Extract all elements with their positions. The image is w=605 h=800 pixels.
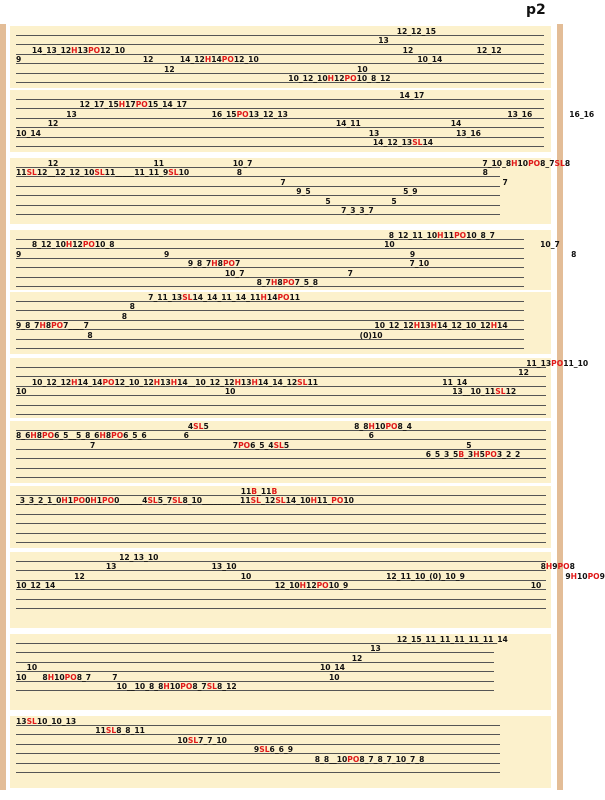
tab-row (16, 206, 374, 215)
string-line (16, 514, 546, 515)
fret-text: 8_8__10 (16, 754, 348, 764)
string-line (16, 523, 546, 524)
fret-text: 8_7 (540, 159, 555, 168)
technique-mark: PO (222, 259, 235, 269)
technique-mark: SL (168, 168, 179, 178)
fret-text: 12 (306, 581, 317, 591)
fret-text: 10_12_12 (16, 377, 72, 387)
tab-row (16, 368, 529, 377)
fret-text: 12_13_10 (16, 553, 159, 562)
technique-mark: SL (412, 138, 423, 147)
fret-text: 10 (169, 682, 181, 691)
fret-text: 10_8 10 10_7 (94, 240, 560, 250)
tab-row (16, 197, 397, 206)
fret-text: 10_12_10 (16, 74, 328, 83)
tab-row (16, 422, 412, 431)
technique-mark: H (65, 240, 73, 250)
technique-mark: H (30, 431, 37, 441)
technique-mark: PO (347, 754, 360, 764)
technique-mark: PO (277, 293, 290, 302)
fret-text: 9_8_7 (16, 321, 40, 331)
technique-mark: H (437, 231, 444, 240)
technique-mark: H (71, 45, 78, 55)
technique-mark: SL (275, 496, 286, 506)
tab-row (16, 496, 354, 505)
technique-mark: SL (495, 387, 506, 397)
fret-text: 15_14_17 (147, 100, 188, 110)
technique-mark: PO (528, 159, 541, 168)
fret-text: 12 (333, 74, 345, 83)
technique-mark: SL (206, 682, 218, 691)
technique-mark: H (430, 321, 438, 331)
fret-text: 8 (217, 259, 223, 269)
fret-text: 9_8_7 (16, 259, 212, 269)
tab-row (16, 682, 237, 691)
fret-text: 12 (16, 368, 529, 378)
fret-text: 9 12 14_12 (16, 55, 205, 65)
tab-row (16, 359, 588, 368)
fret-text: _11 (257, 487, 272, 496)
fret-text: 13 (240, 377, 252, 387)
fret-text: 10 (54, 672, 65, 682)
tab-row (16, 755, 424, 764)
fret-text: 1 (67, 496, 74, 506)
tab-row (16, 138, 433, 147)
fret-text: 8_6 (16, 431, 31, 441)
fret-text: 9 (552, 562, 558, 572)
tab-row (16, 581, 541, 590)
technique-mark: H (118, 100, 126, 110)
technique-mark: SL (26, 168, 37, 178)
fret-text: 10_10_13 (36, 717, 77, 726)
tab-row (16, 745, 293, 754)
fret-text: 10 (374, 422, 386, 431)
tab-row (16, 36, 389, 45)
tab-system (10, 421, 551, 483)
string-line (16, 348, 524, 349)
tab-row (16, 278, 318, 287)
technique-mark: B (458, 450, 465, 460)
technique-mark: H (545, 562, 553, 572)
tab-row (16, 673, 340, 682)
tab-row (16, 572, 605, 581)
technique-mark: H (511, 159, 518, 168)
fret-text: 8 (277, 278, 283, 287)
fret-text: 8_7_8_7_10_7_8 (359, 754, 425, 764)
fret-text: 13 (16, 36, 389, 46)
fret-text: 12_10 10_14 (233, 55, 443, 65)
left-margin-bar (0, 24, 6, 790)
technique-mark: PO (484, 450, 497, 460)
fret-text: 11 (289, 293, 301, 302)
fret-text: 8 (105, 431, 112, 441)
tab-row (16, 65, 368, 74)
fret-text: 10 (576, 571, 588, 581)
technique-mark: PO (102, 496, 115, 506)
tab-row (16, 302, 135, 311)
technique-mark: PO (64, 672, 77, 682)
tab-row (16, 293, 300, 302)
fret-text: 13 (16, 644, 381, 654)
fret-text: 5 8_8 (203, 422, 369, 431)
tab-row (16, 46, 502, 55)
tab-row (16, 100, 187, 109)
fret-text: _3 (464, 450, 474, 460)
fret-text: 7____7 10_12_12 (63, 321, 414, 331)
tab-row (16, 178, 508, 187)
tab-row (16, 387, 516, 396)
technique-mark: H (47, 672, 55, 682)
tab-row (16, 91, 424, 100)
fret-text: 11 (16, 487, 252, 496)
fret-text: 14_14 (77, 377, 103, 387)
tab-row (16, 27, 436, 36)
fret-text: 12 11 10_7 7_10_8 (16, 159, 512, 168)
technique-mark: B (271, 487, 278, 496)
string-line (16, 414, 546, 415)
tab-row (16, 331, 382, 340)
fret-text: 7_5_8 (294, 278, 319, 287)
fret-text: 17 (125, 100, 136, 110)
fret-text: 7 7 (16, 440, 239, 450)
fret-text: 8_12_11_10 (16, 231, 438, 240)
fret-text: 14_14_11_14_11 (192, 293, 261, 302)
tab-row (16, 159, 570, 168)
technique-mark: PO (73, 496, 86, 506)
fret-text: 14 (497, 321, 508, 331)
page-number: p2 (526, 2, 546, 18)
technique-mark: H (299, 581, 307, 591)
tab-row (16, 654, 362, 663)
fret-text: 14_17 (16, 91, 425, 100)
fret-text: 10 10 13__10_11 (16, 387, 496, 397)
technique-mark: H (270, 278, 278, 287)
fret-text: 12_17_15 (16, 100, 119, 110)
fret-text: 10_7 7 (16, 268, 353, 278)
fret-text: 13 (16, 717, 27, 726)
string-line (16, 772, 500, 773)
technique-mark: PO (557, 562, 570, 572)
tab-row (16, 553, 158, 562)
tab-row (16, 312, 127, 321)
tab-system (10, 158, 571, 224)
fret-text: 8_7 (192, 682, 207, 691)
fret-text: 6_5_3_5 (16, 450, 459, 460)
technique-mark: H (211, 259, 218, 269)
fret-text: 0 (85, 496, 91, 506)
fret-text: 13 13_10 8 (16, 562, 546, 572)
technique-mark: PO (102, 377, 115, 387)
technique-mark: H (163, 682, 170, 691)
fret-text: _12 (260, 496, 276, 506)
technique-mark: SL (94, 168, 105, 178)
fret-text: 8 (36, 431, 43, 441)
technique-mark: PO (82, 240, 95, 250)
tab-system (10, 358, 589, 418)
technique-mark: SL (297, 377, 308, 387)
tab-row (16, 55, 442, 64)
fret-text: 10 10_14 (16, 663, 345, 673)
fret-text: 8_12_10 (16, 240, 66, 250)
tab-row (16, 321, 508, 330)
fret-text: 14 (266, 293, 278, 302)
technique-mark: H (251, 377, 258, 387)
tab-row (16, 378, 467, 387)
fret-text: 13 (420, 321, 431, 331)
fret-text: 9 9 9 8 (16, 249, 577, 259)
fret-text: 8_10__________11 (182, 496, 251, 506)
technique-mark: PO (238, 440, 251, 450)
fret-text: 10 (16, 735, 188, 745)
fret-text: 8_12 (217, 682, 237, 691)
fret-text: 8 (0)10 (16, 330, 383, 340)
fret-text: 8_7 (16, 278, 271, 287)
fret-text: 14_12_10_12 (437, 321, 491, 331)
fret-text: 11_ (316, 496, 332, 506)
string-line (16, 468, 546, 469)
fret-text: 5_7 (157, 496, 173, 506)
string-line (16, 599, 546, 600)
technique-mark: SL (554, 159, 565, 168)
technique-mark: PO (454, 231, 467, 240)
fret-text: 11 (443, 231, 455, 240)
fret-text: 7 7 (16, 177, 508, 187)
fret-text: 7_3_3_7 (16, 206, 374, 215)
fret-text: 8 (16, 311, 128, 321)
fret-text: 6_5_4 (250, 440, 274, 450)
fret-text: 12_10 12 12_12 (100, 45, 502, 55)
fret-text: 10_8_7 (466, 231, 495, 240)
string-line (16, 477, 546, 478)
fret-text: 9 (16, 745, 260, 755)
fret-text: 5 5 (16, 196, 397, 206)
technique-mark: PO (51, 321, 64, 331)
technique-mark: PO (111, 431, 124, 441)
fret-text: 8 (569, 562, 575, 572)
technique-mark: H (368, 422, 375, 431)
technique-mark: SL (250, 496, 261, 506)
technique-mark: H (204, 55, 212, 65)
fret-text: 12 10 (16, 64, 368, 74)
fret-text: 8 (45, 321, 52, 331)
fret-text: 11 (16, 726, 106, 736)
technique-mark: H (327, 74, 334, 83)
technique-mark: H (71, 377, 78, 387)
technique-mark: PO (551, 359, 564, 368)
technique-mark: H (153, 377, 161, 387)
fret-text: 0______4 (114, 496, 148, 506)
string-line (16, 405, 546, 406)
fret-text: 14_14_12 (257, 377, 298, 387)
tab-row (16, 431, 374, 440)
technique-mark: PO (344, 74, 357, 83)
fret-text: 11_____11_11_9 (104, 168, 169, 178)
fret-text: 12__12_12_10 (36, 168, 95, 178)
fret-text: 7_11_13 (16, 293, 183, 302)
fret-text: 3_2_2 (496, 450, 521, 460)
tab-system (10, 716, 551, 788)
technique-mark: H (39, 321, 46, 331)
string-line (16, 542, 546, 543)
tab-system (10, 552, 605, 628)
fret-text: 12 10 12_11_10_(0)_10_9 9 (16, 571, 571, 581)
fret-text: 6_5_6 6 6 (123, 431, 374, 441)
tab-row (16, 635, 508, 644)
technique-mark: SL (273, 440, 284, 450)
tab-row (16, 129, 481, 138)
fret-text: 12 14_11 14 (16, 119, 462, 129)
fret-text: 5 5 (283, 440, 472, 450)
technique-mark: PO (180, 682, 193, 691)
fret-text: 10_14 13 13_16 (16, 128, 481, 138)
tab-row (16, 119, 461, 128)
fret-text: 6_6_9 (269, 745, 293, 755)
fret-text: 11 (16, 168, 27, 178)
fret-text: 11 11_14 (307, 377, 468, 387)
technique-mark: H (473, 450, 480, 460)
technique-mark: H (310, 496, 317, 506)
fret-text: 11_10 (563, 359, 589, 368)
technique-mark: SL (193, 422, 204, 431)
fret-text: _3_3_2_1_0 (16, 496, 62, 506)
fret-text: 12 (16, 653, 363, 663)
tab-row (16, 110, 594, 119)
tab-system (10, 292, 551, 354)
technique-mark: H (170, 377, 178, 387)
fret-text: 12_10_12 (114, 377, 154, 387)
tab-row (16, 663, 345, 672)
technique-mark: PO (135, 100, 148, 110)
fret-text: 8_4 (397, 422, 412, 431)
tab-system (10, 486, 551, 548)
fret-text: 9 (599, 571, 605, 581)
tab-row (16, 487, 277, 496)
fret-text: 13 16_15 (16, 109, 237, 119)
tab-row (16, 187, 418, 196)
fret-text: 10_9 10 (328, 581, 542, 591)
technique-mark: PO (236, 109, 249, 119)
fret-text: 13 (77, 45, 89, 55)
fret-text: 7_7_10 (198, 735, 227, 745)
tab-row (16, 562, 575, 571)
fret-text: 5 (479, 450, 485, 460)
fret-text: 13_12_13 13_16 16_16 (248, 109, 595, 119)
technique-mark: PO (587, 571, 600, 581)
tab-row (16, 441, 472, 450)
tab-row (16, 250, 576, 259)
fret-text: 11_13 (16, 359, 552, 368)
string-line (16, 608, 546, 609)
technique-mark: PO (331, 496, 344, 506)
fret-text: 8 (16, 302, 135, 312)
fret-text: 8_8_11 (116, 726, 145, 736)
technique-mark: SL (259, 745, 270, 755)
tab-row (16, 168, 488, 177)
fret-text: 4 (16, 422, 194, 431)
tab-row (16, 450, 520, 459)
fret-text: 10_12_14 12_10 (16, 581, 300, 591)
technique-mark: SL (105, 726, 117, 736)
fret-text: 12 (505, 387, 517, 397)
fret-text: 12 (72, 240, 83, 250)
fret-text: 12_15_11_11_11_11_11_14 (16, 635, 508, 644)
fret-text: 14_10 (285, 496, 311, 506)
fret-text: 10__10_8_8 (16, 682, 164, 691)
tab-row (16, 269, 353, 278)
tab-row (16, 240, 560, 249)
fret-text: 14_13_12 (16, 45, 72, 55)
technique-mark: H (490, 321, 498, 331)
tab-system (10, 26, 551, 88)
technique-mark: H (234, 377, 241, 387)
technique-mark: H (570, 571, 577, 581)
fret-text: 10 (517, 159, 529, 168)
technique-mark: PO (221, 55, 234, 65)
fret-text: 10 8 8 (178, 168, 488, 178)
fret-text: 10_8_12 (356, 74, 391, 83)
tab-system (10, 230, 577, 290)
tab-row (16, 644, 381, 653)
fret-text: 10 (343, 496, 354, 506)
technique-mark: SL (172, 496, 183, 506)
technique-mark: PO (282, 278, 295, 287)
technique-mark: H (413, 321, 421, 331)
fret-text: 12_12_15 (16, 27, 436, 36)
tab-row (16, 717, 76, 726)
technique-mark: H (61, 496, 68, 506)
technique-mark: SL (182, 293, 193, 302)
technique-mark: H (260, 293, 267, 302)
technique-mark: PO (316, 581, 329, 591)
tab-row (16, 259, 429, 268)
fret-text: 13 (160, 377, 171, 387)
tab-system (10, 90, 595, 152)
fret-text: 14__10_12_12 (177, 377, 235, 387)
technique-mark: PO (88, 45, 101, 55)
fret-text: 9_5 5_9 (16, 187, 418, 197)
technique-mark: SL (26, 717, 37, 726)
fret-text: 14 (422, 138, 434, 147)
fret-text: 1 (96, 496, 103, 506)
fret-text: 14 (211, 55, 222, 65)
tab-row (16, 231, 495, 240)
tab-row (16, 74, 391, 83)
technique-mark: PO (42, 431, 55, 441)
technique-mark: H (99, 431, 106, 441)
technique-mark: SL (187, 735, 199, 745)
fret-text: 6_5__5_8_6 (54, 431, 100, 441)
fret-text: 8 (564, 159, 571, 168)
string-line (16, 533, 546, 534)
tab-row (16, 736, 227, 745)
technique-mark: B (251, 487, 258, 496)
fret-text: 14_12_13 (16, 138, 413, 147)
fret-text: 10 8 (16, 672, 48, 682)
technique-mark: SL (147, 496, 158, 506)
tab-row (16, 726, 145, 735)
technique-mark: H (90, 496, 97, 506)
fret-text: 7 7_10 (234, 259, 430, 269)
technique-mark: PO (385, 422, 398, 431)
fret-text: 8_7 7 10 (76, 672, 340, 682)
tab-system (10, 634, 551, 710)
